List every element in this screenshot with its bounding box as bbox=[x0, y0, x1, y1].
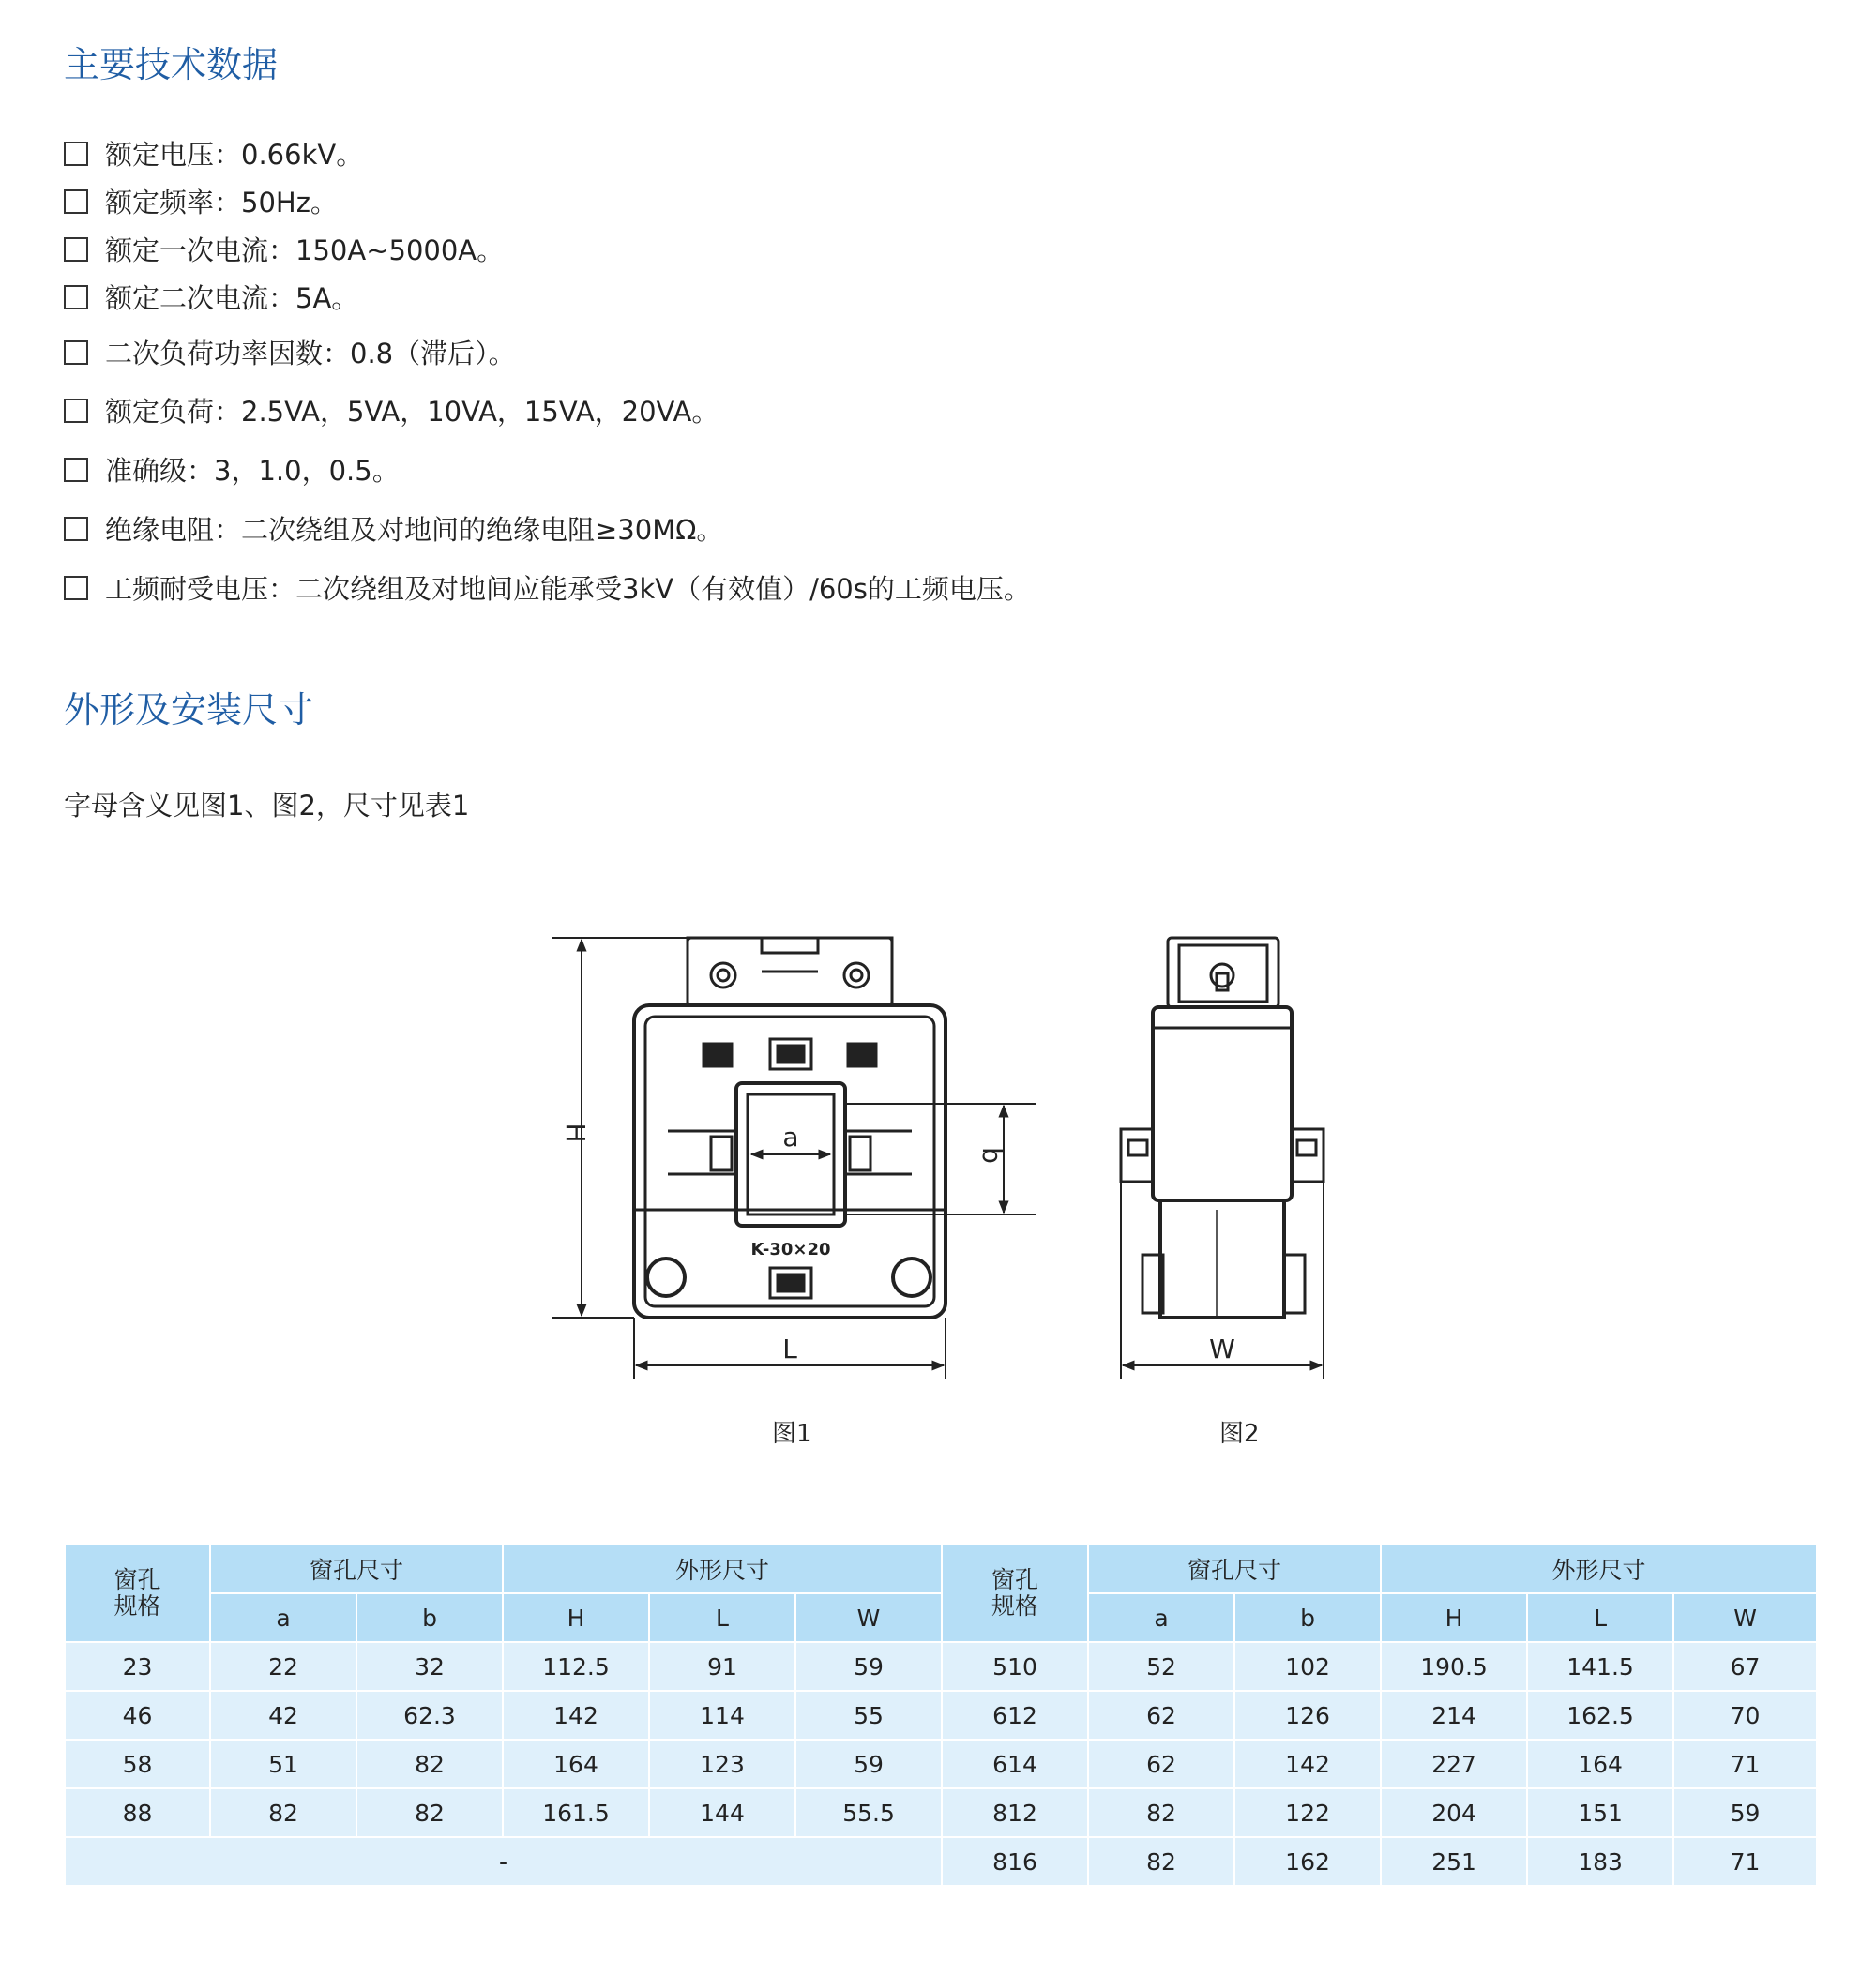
header-spec-right: 窗孔 规格 bbox=[942, 1545, 1088, 1642]
table-cell: 614 bbox=[942, 1740, 1088, 1788]
checkbox-icon bbox=[64, 237, 88, 262]
table-row bbox=[65, 1691, 1817, 1740]
table-cell: 22 bbox=[210, 1642, 356, 1691]
table-cell: 71 bbox=[1673, 1740, 1817, 1788]
subheader-b: b bbox=[356, 1593, 503, 1642]
table-cell: 70 bbox=[1673, 1691, 1817, 1740]
subheader-a: a bbox=[1088, 1593, 1234, 1642]
table-cell: 55 bbox=[795, 1691, 942, 1740]
label-W: W bbox=[1209, 1334, 1235, 1364]
table-cell: 510 bbox=[942, 1642, 1088, 1691]
checkbox-icon bbox=[64, 340, 88, 365]
table-cell: 142 bbox=[503, 1691, 649, 1740]
table-cell: 42 bbox=[210, 1691, 356, 1740]
table-cell-merged: - bbox=[65, 1837, 942, 1886]
header-window-right: 窗孔尺寸 bbox=[1088, 1545, 1381, 1593]
table-cell: 162.5 bbox=[1527, 1691, 1673, 1740]
table-cell: 52 bbox=[1088, 1642, 1234, 1691]
table-cell: 251 bbox=[1381, 1837, 1527, 1886]
spec-item bbox=[64, 509, 723, 548]
table-cell: 162 bbox=[1234, 1837, 1381, 1886]
table-cell: 51 bbox=[210, 1740, 356, 1788]
subheader-W: W bbox=[1673, 1593, 1817, 1642]
table-cell: 67 bbox=[1673, 1642, 1817, 1691]
table-row bbox=[65, 1788, 1817, 1837]
label-H: H bbox=[560, 1123, 591, 1143]
table-cell: 82 bbox=[210, 1788, 356, 1837]
label-a: a bbox=[782, 1122, 799, 1153]
table-cell: 151 bbox=[1527, 1788, 1673, 1837]
spec-item bbox=[64, 278, 358, 316]
model-marking: K-30×20 bbox=[750, 1240, 831, 1259]
table-cell: 62 bbox=[1088, 1740, 1234, 1788]
table-cell: 59 bbox=[1673, 1788, 1817, 1837]
label-L: L bbox=[782, 1334, 797, 1364]
table-cell: 190.5 bbox=[1381, 1642, 1527, 1691]
header-spec-left: 窗孔 规格 bbox=[65, 1545, 210, 1642]
figure2-drawing bbox=[1121, 938, 1324, 1379]
figure2-caption: 图2 bbox=[1219, 1420, 1260, 1448]
table-cell: 71 bbox=[1673, 1837, 1817, 1886]
subheader-H: H bbox=[503, 1593, 649, 1642]
table-cell: 812 bbox=[942, 1788, 1088, 1837]
checkbox-icon bbox=[64, 517, 88, 541]
table-cell: 164 bbox=[1527, 1740, 1673, 1788]
spec-item bbox=[64, 568, 1031, 607]
figure1-drawing bbox=[552, 938, 1036, 1379]
subheader-L: L bbox=[1527, 1593, 1673, 1642]
section-title-tech-data: 主要技术数据 bbox=[64, 44, 279, 85]
table-cell: 82 bbox=[1088, 1837, 1234, 1886]
figure1-caption: 图1 bbox=[772, 1420, 812, 1448]
table-row-last bbox=[65, 1837, 1817, 1886]
figures-drawing bbox=[0, 900, 1876, 1463]
spec-text: 绝缘电阻：二次绕组及对地间的绝缘电阻≥30MΩ。 bbox=[105, 514, 724, 546]
table-cell: 23 bbox=[65, 1642, 210, 1691]
spec-text: 额定电压：0.66kV。 bbox=[105, 139, 364, 171]
intro-text: 字母含义见图1、图2，尺寸见表1 bbox=[64, 790, 470, 822]
table-cell: 123 bbox=[649, 1740, 795, 1788]
checkbox-icon bbox=[64, 285, 88, 309]
spec-item bbox=[64, 230, 504, 268]
table-cell: 55.5 bbox=[795, 1788, 942, 1837]
dimension-table bbox=[64, 1544, 1818, 1887]
checkbox-icon bbox=[64, 189, 88, 214]
table-cell: 126 bbox=[1234, 1691, 1381, 1740]
spec-item bbox=[64, 333, 516, 371]
table-cell: 82 bbox=[356, 1788, 503, 1837]
subheader-H: H bbox=[1381, 1593, 1527, 1642]
label-b: b bbox=[976, 1147, 1007, 1164]
spec-text: 额定二次电流：5A。 bbox=[105, 282, 359, 314]
checkbox-icon bbox=[64, 458, 88, 482]
spec-item bbox=[64, 450, 400, 489]
table-cell: 102 bbox=[1234, 1642, 1381, 1691]
subheader-L: L bbox=[649, 1593, 795, 1642]
section-title-dimensions: 外形及安装尺寸 bbox=[64, 689, 314, 731]
table-cell: 144 bbox=[649, 1788, 795, 1837]
spec-text: 额定频率：50Hz。 bbox=[105, 187, 338, 219]
table-cell: 58 bbox=[65, 1740, 210, 1788]
table-cell: 214 bbox=[1381, 1691, 1527, 1740]
spec-item bbox=[64, 182, 338, 220]
table-cell: 82 bbox=[356, 1740, 503, 1788]
table-row bbox=[65, 1642, 1817, 1691]
table-cell: 122 bbox=[1234, 1788, 1381, 1837]
table-cell: 142 bbox=[1234, 1740, 1381, 1788]
table-cell: 114 bbox=[649, 1691, 795, 1740]
table-cell: 112.5 bbox=[503, 1642, 649, 1691]
table-body bbox=[65, 1642, 1817, 1886]
header-outline-left: 外形尺寸 bbox=[503, 1545, 942, 1593]
header-outline-right: 外形尺寸 bbox=[1381, 1545, 1817, 1593]
table-cell: 82 bbox=[1088, 1788, 1234, 1837]
spec-text: 二次负荷功率因数：0.8（滞后）。 bbox=[105, 338, 516, 369]
subheader-a: a bbox=[210, 1593, 356, 1642]
spec-text: 工频耐受电压：二次绕组及对地间应能承受3kV（有效值）/60s的工频电压。 bbox=[105, 573, 1031, 605]
table-row bbox=[65, 1740, 1817, 1788]
header-window-left: 窗孔尺寸 bbox=[210, 1545, 503, 1593]
table-cell: 91 bbox=[649, 1642, 795, 1691]
table-cell: 204 bbox=[1381, 1788, 1527, 1837]
table-cell: 612 bbox=[942, 1691, 1088, 1740]
table-cell: 59 bbox=[795, 1740, 942, 1788]
checkbox-icon bbox=[64, 576, 88, 600]
table-cell: 88 bbox=[65, 1788, 210, 1837]
table-cell: 161.5 bbox=[503, 1788, 649, 1837]
table-cell: 183 bbox=[1527, 1837, 1673, 1886]
table-cell: 164 bbox=[503, 1740, 649, 1788]
table-cell: 141.5 bbox=[1527, 1642, 1673, 1691]
spec-text: 准确级：3，1.0，0.5。 bbox=[105, 455, 400, 487]
checkbox-icon bbox=[64, 399, 88, 423]
table-cell: 227 bbox=[1381, 1740, 1527, 1788]
subheader-b: b bbox=[1234, 1593, 1381, 1642]
table-cell: 59 bbox=[795, 1642, 942, 1691]
spec-item bbox=[64, 134, 363, 173]
table-cell: 32 bbox=[356, 1642, 503, 1691]
spec-item bbox=[64, 391, 719, 430]
table-cell: 46 bbox=[65, 1691, 210, 1740]
spec-text: 额定负荷：2.5VA，5VA，10VA，15VA，20VA。 bbox=[105, 396, 719, 428]
table-cell: 816 bbox=[942, 1837, 1088, 1886]
table-cell: 62 bbox=[1088, 1691, 1234, 1740]
table-cell: 62.3 bbox=[356, 1691, 503, 1740]
spec-text: 额定一次电流：150A~5000A。 bbox=[105, 234, 505, 266]
checkbox-icon bbox=[64, 142, 88, 166]
subheader-W: W bbox=[795, 1593, 942, 1642]
